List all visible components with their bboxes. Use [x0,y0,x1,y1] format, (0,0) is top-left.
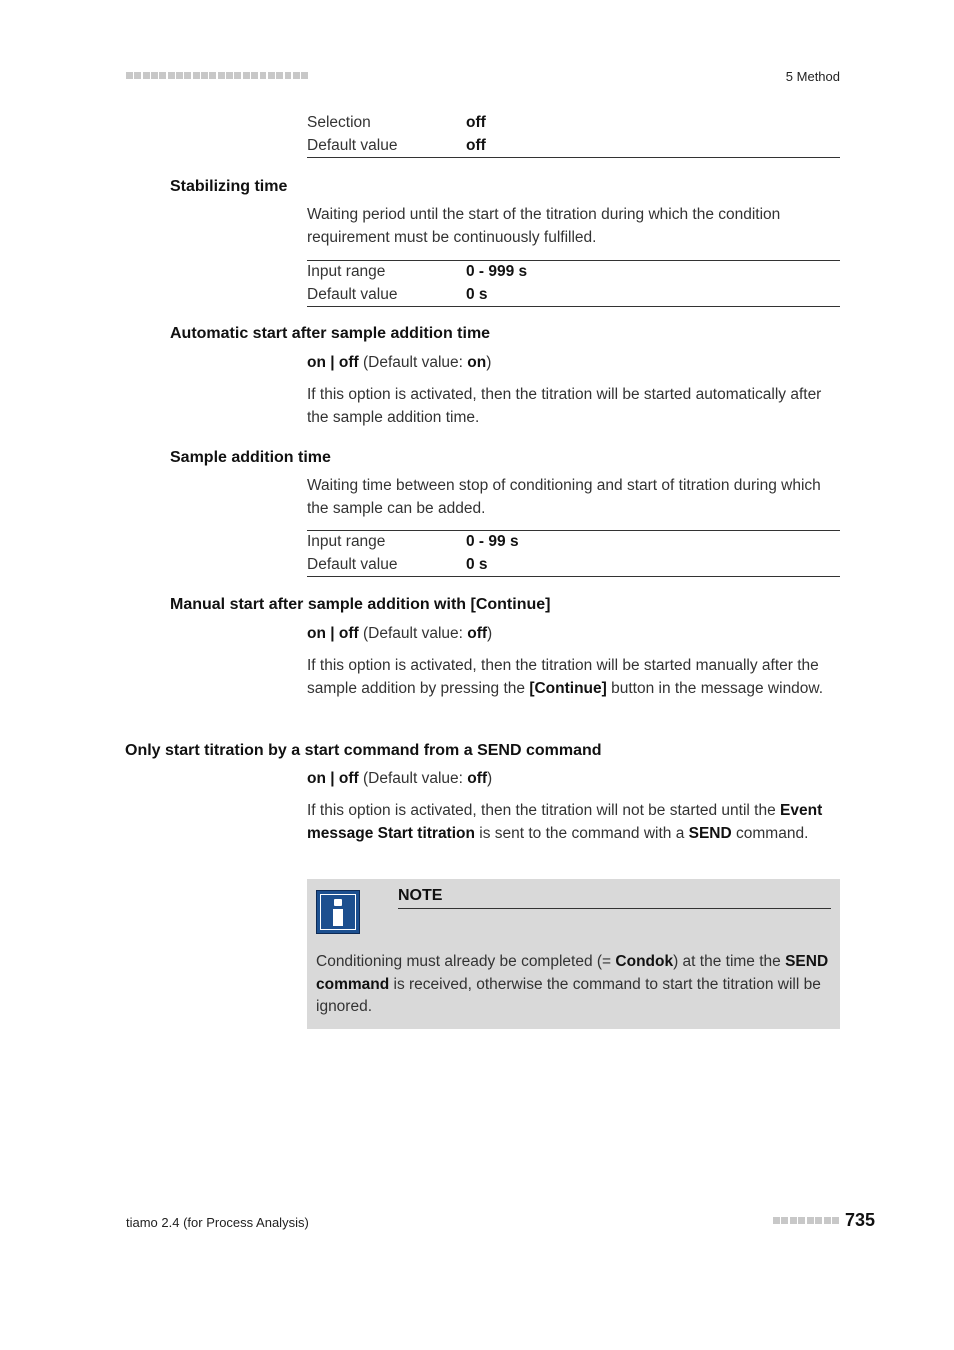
option-on: on [307,770,326,787]
continue-label: [Continue] [529,679,607,697]
footer-decoration [773,1217,839,1225]
option-on: on [307,625,326,642]
sample-addition-table [307,530,840,577]
text-part: is received, otherwise the command to start the titration will be ignored. [316,975,821,1015]
text-part: button in the message window. [606,679,824,697]
selection-table [307,112,840,158]
option-separator: | [325,625,339,642]
row-key: Default value [307,285,398,303]
text-part: is sent to the command with a [474,824,689,842]
note-title: NOTE [398,887,831,909]
note-body [316,951,831,1019]
heading-manual-start: Manual start after sample addition with [Continue] [170,596,551,613]
default-prefix: (Default value: [358,625,468,642]
send-start-description [307,800,840,845]
row-value: off [466,136,486,154]
default-value: off [467,770,488,787]
table-row [307,554,840,577]
option-on: on [307,354,326,371]
option-off: off [338,625,359,642]
option-off: off [338,354,359,371]
default-value: on [467,354,487,371]
text-part: ) at the time the [673,953,786,970]
table-row [307,135,840,158]
row-key: Input range [307,533,386,550]
info-icon [316,890,360,934]
table-row [307,531,840,554]
text-part: If this option is activated, then the titration will not be started until the [307,802,781,819]
default-value: off [467,625,488,642]
sample-addition-description: Waiting time between stop of conditioning and start of titration during which the sample can be added. [307,477,821,517]
row-value: 0 s [466,555,488,573]
text-part: Conditioning must already be completed (= [316,953,616,970]
automatic-start-description: If this option is activated, then the titration will be started automatically after the sample addition time. [307,386,822,426]
heading-sample-addition-time: Sample addition time [170,449,331,466]
row-key: Input range [307,263,386,280]
event-message-label: Event message Start titration [307,802,823,842]
stabilizing-description: Waiting period until the start of the titration during which the condition requirement must be continuously fulfilled. [307,206,781,246]
heading-send-start: Only start titration by a start command from a SEND command [125,742,602,759]
option-off: off [338,770,359,787]
default-prefix: (Default value: [358,770,468,787]
manual-start-description [307,655,840,700]
table-row [307,261,840,284]
stabilizing-table [307,260,840,307]
heading-automatic-start: Automatic start after sample addition time [170,325,491,342]
default-suffix: ) [486,354,492,371]
row-value: 0 s [466,285,488,303]
default-suffix: ) [487,625,493,642]
default-suffix: ) [487,770,493,787]
row-key: Default value [307,555,398,573]
heading-stabilizing-time: Stabilizing time [170,178,288,195]
send-label: SEND [688,824,732,842]
text-part: If this option is activated, then the titration will be started manually after the sample addition by pressing the [307,657,819,697]
table-row [307,284,840,307]
send-start-options [307,768,840,791]
condok-label: Condok [615,953,674,970]
send-command-label: SEND command [316,953,829,993]
row-value: 0 - 999 s [466,263,528,280]
row-value: 0 - 99 s [466,533,519,550]
default-prefix: (Default value: [358,354,468,371]
text-part: command. [731,824,809,842]
row-key: Selection [307,114,371,131]
table-row [307,112,840,135]
row-value: off [466,114,486,131]
header-section-title: 5 Method [785,69,840,84]
header-decoration [126,72,308,80]
manual-start-options [307,623,840,646]
automatic-start-options [307,352,840,375]
row-key: Default value [307,136,398,154]
page-number: 735 [845,1210,876,1230]
option-separator: | [325,354,339,371]
option-separator: | [325,770,339,787]
footer-product: tiamo 2.4 (for Process Analysis) [126,1215,309,1230]
